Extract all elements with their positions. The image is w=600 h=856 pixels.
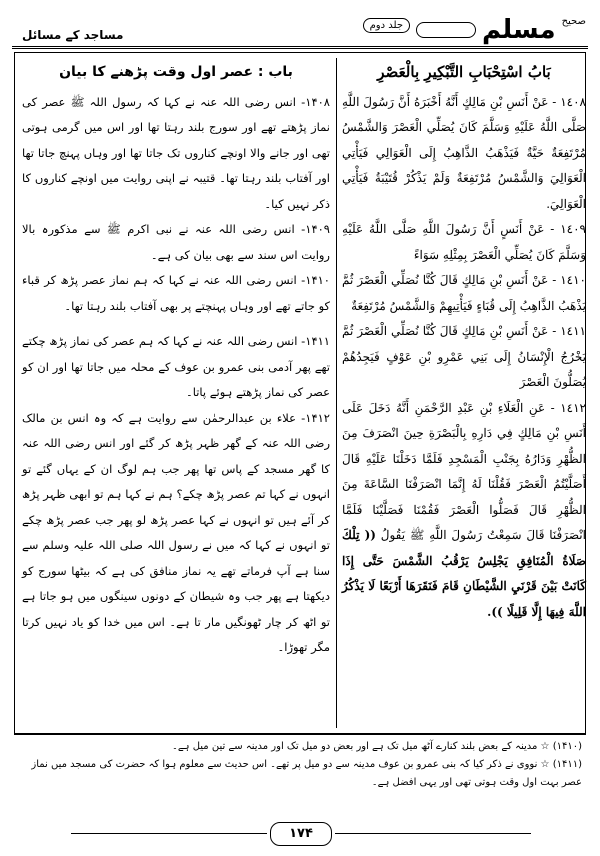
arabic-column xyxy=(342,60,586,625)
urdu-column xyxy=(22,60,330,661)
urdu-chapter-title: باب : عصر اول وقت پڑھنے کا بیان xyxy=(59,64,293,80)
arabic-hadith-1411: ١٤١١ - عَنْ أَنَسِ بْنِ مَالِكٍ قَالَ كُنَّا نُصَلِّي الْعَصْرَ ثُمَّ يَخْرُجُ الْإِنْسَانُ إِلَى بَنِي عَمْرِو بْنِ عَوْفٍ فَيَجِدُهُمْ يُصَلُّونَ الْعَصْرَ xyxy=(342,324,586,389)
urdu-hadith-1412: ۱۴۱۲- علاء بن عبدالرحمٰن سے روایت ہے کہ وہ انس بن مالک رضی اللہ عنہ کے گھر ظہر پڑھ کر گئے اور انس رضی اللہ عنہ کا گھر مسجد کے پاس تھا پھر جب ہم لوگ ان کے یہاں گئے تو انہوں نے کہا تم عصر پڑھ چکے؟ ہم نے کہا ہم تو ابھی ظہر پڑھ کر آئے ہیں تو انہوں نے کہا عصر پڑھ لو پھر جب عصر پڑھ چکے تو انہوں نے کہا کہ میں نے رسول اللہ صلی اللہ علیہ وسلم سے سنا ہے آپ فرماتے تھے یہ نماز منافق کی ہے کہ بیٹھا سورج کو دیکھتا ہے پھر جب وہ شیطان کے دونوں سینگوں میں ہو جاتا ہے تو اٹھ کر چار ٹھونگیں مار تا ہے۔ اس میں خدا کو یاد نہیں کرتا مگر تھوڑا۔ xyxy=(22,410,330,654)
spacer xyxy=(22,319,330,329)
page-number: ۱۷۴ xyxy=(270,822,332,846)
urdu-hadith-1411: ۱۴۱۱- انس رضی اللہ عنہ نے کہا کہ ہم عصر کی نماز پڑھ چکتے تھے پھر آدمی بنی عمرو بن عوف کے محلہ میں جاتا تھا اور ان کو عصر کی نماز پڑھتے ہوئے پاتا۔ xyxy=(22,334,330,399)
arabic-hadith-1412-quote: (( تِلْكَ صَلَاةُ الْمُنَافِقِ يَجْلِسُ يَرْقُبُ الشَّمْسَ حَتَّى إِذَا كَانَتْ بَيْنَ قَرْنَيِ الشَّيْطَانِ قَامَ فَنَقَرَهَا أَرْبَعًا لَا يَذْكُرُ اللَّهَ فِيهَا إِلَّا قَلِيلًا )). xyxy=(342,528,586,619)
arabic-hadith-1410: ١٤١٠ - عَنْ أَنَسِ بْنِ مَالِكٍ قَالَ كُنَّا نُصَلِّي الْعَصْرَ ثُمَّ يَذْهَبُ الذَّاهِبُ إِلَى قُبَاءٍ فَيَأْتِيهِمْ وَالشَّمْسُ مُرْتَفِعَةٌ xyxy=(342,273,586,313)
footnote-1410: (۱۴۱۰) ☆ مدینہ کے بعض بلند کنارے آٹھ میل تک ہے اور بعض دو میل تک اور مدینہ سے تین میل ہے۔ xyxy=(171,741,582,752)
footnotes xyxy=(22,738,582,792)
arabic-hadith-1412-text: ١٤١٢ - عَنِ الْعَلَاءِ بْنِ عَبْدِ الرَّحْمَنِ أَنَّهُ دَخَلَ عَلَى أَنَسِ بْنِ مَالِكٍ فِي دَارِهِ بِالْبَصْرَةِ حِينَ انْصَرَفَ مِنَ الظُّهْرِ وَدَارُهُ بِجَنْبِ الْمَسْجِدِ فَلَمَّا دَخَلْنَا عَلَيْهِ قَالَ أَصَلَّيْتُمُ الْعَصْرَ فَقُلْنَا لَهُ إِنَّمَا انْصَرَفْنَا السَّاعَةَ مِنَ الظُّهْرِ قَالَ فَصَلُّوا الْعَصْرَ فَقُمْنَا فَصَلَّيْنَا فَلَمَّا انْصَرَفْنَا قَالَ سَمِعْتُ رَسُولَ اللَّهِ ﷺ يَقُولُ xyxy=(342,400,586,542)
book-title: مسلم xyxy=(482,15,556,45)
book-prefix: صحیح xyxy=(561,16,586,27)
volume-badge: جلد دوم xyxy=(363,18,410,33)
arabic-hadith-1409: ١٤٠٩ - عَنْ أَنَسٍ أَنَّ رَسُولَ اللَّهِ صَلَّى اللَّهُ عَلَيْهِ وَسَلَّمَ كَانَ يُصَلِّي الْعَصْرَ بِمِثْلِهِ سَوَاءً xyxy=(342,222,586,262)
header-divider xyxy=(12,46,588,49)
urdu-hadith-1410: ۱۴۱۰- انس رضی اللہ عنہ نے کہا کہ ہم نماز عصر پڑھ کر قباء کو جاتے تھے اور وہاں پہنچتے پر بھی آفتاب بلند رہتا تھا۔ xyxy=(22,273,330,313)
urdu-hadith-1408: ۱۴۰۸- انس رضی اللہ عنہ نے کہا کہ رسول اللہ ﷺ عصر کی نماز پڑھتے تھے اور سورج بلند رہتا تھا اور اس میں گرمی ہوتی تھی اور جانے والا اونچے کناروں تک جاتا تھا اور وہاں پہنچ جاتا تھا اور آفتاب بلند رہتا تھا۔ قتیبہ نے اپنی روایت میں اونچے کناروں کا ذکر نہیں کیا۔ xyxy=(22,94,330,211)
footnote-divider xyxy=(14,734,586,735)
section-title: مساجد کے مسائل xyxy=(22,28,124,42)
footnote-1411: (۱۴۱۱) ☆ نووی نے ذکر کیا کہ بنی عمرو بن عوف مدینہ سے دو میل پر تھے۔ اس حدیث سے معلوم ہوا کہ حضرت کی مسجد میں نماز عصر بہت اول وقت ہوتی تھی اور یہی افضل ہے۔ xyxy=(31,759,582,788)
arabic-hadith-1412 xyxy=(342,396,586,626)
arabic-chapter-title: بَابُ اسْتِحْبَابِ التَّبْكِيرِ بِالْعَصْرِ xyxy=(377,63,551,81)
page-header xyxy=(14,6,586,44)
arabic-hadith-1408: ١٤٠٨ - عَنْ أَنَسِ بْنِ مَالِكٍ أَنَّهُ أَخْبَرَهُ أَنَّ رَسُولَ اللَّهِ صَلَّى اللَّهُ عَلَيْهِ وَسَلَّمَ كَانَ يُصَلِّي الْعَصْرَ وَالشَّمْسُ مُرْتَفِعَةٌ حَيَّةٌ فَيَذْهَبُ الذَّاهِبُ إِلَى الْعَوَالِي فَيَأْتِي الْعَوَالِيَ وَالشَّمْسُ مُرْتَفِعَةٌ وَلَمْ يَذْكُرْ قُتَيْبَةُ فَيَأْتِي الْعَوَالِيَ. xyxy=(342,94,586,211)
column-divider xyxy=(336,58,337,728)
book-title-block xyxy=(363,16,586,44)
ornament-icon xyxy=(416,22,476,38)
urdu-hadith-1409: ۱۴۰۹- انس رضی اللہ عنہ نے نبی اکرم ﷺ سے مذکورہ بالا روایت اس سند سے بھی بیان کی ہے۔ xyxy=(22,222,330,262)
